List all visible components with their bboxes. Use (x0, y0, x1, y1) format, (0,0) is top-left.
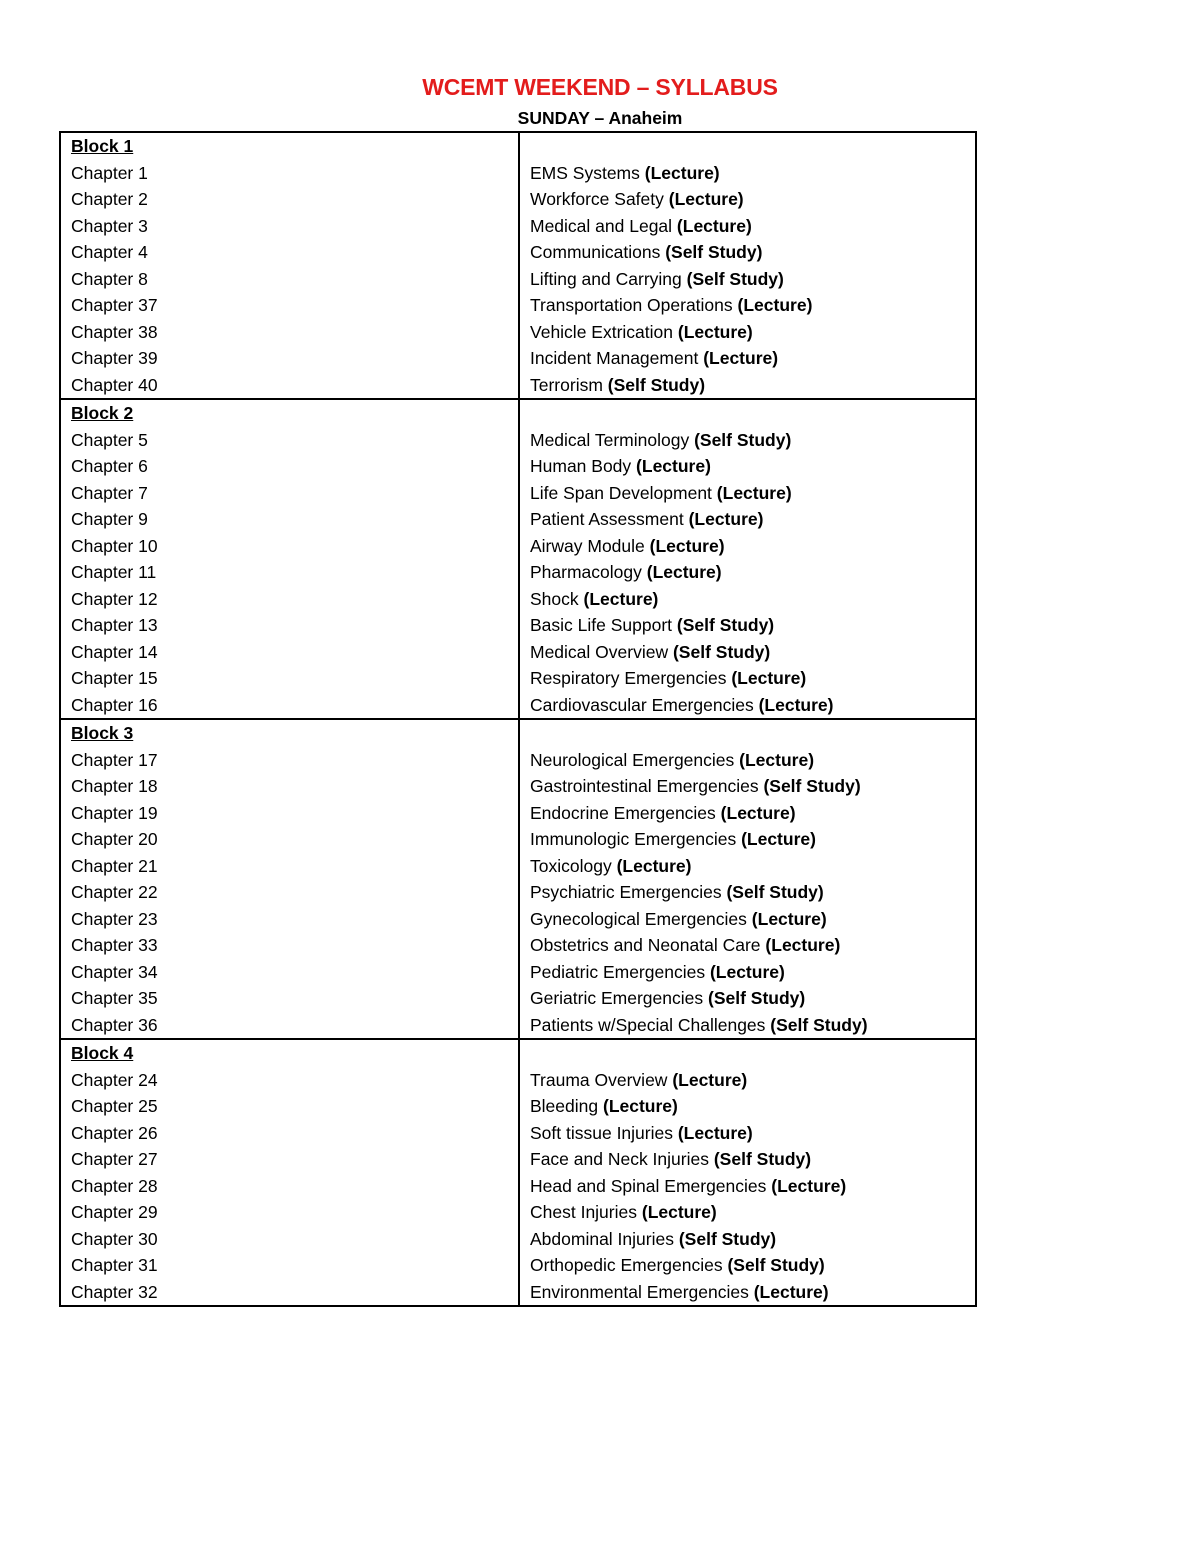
topic-name: Trauma Overview (530, 1069, 668, 1090)
session-type: (Lecture) (753, 1281, 829, 1302)
topic-name: Medical Terminology (530, 429, 690, 450)
chapter-topic (530, 1199, 975, 1226)
chapter-number: Chapter 13 (71, 615, 158, 635)
session-type: (Lecture) (603, 1096, 678, 1116)
block-header-spacer (530, 720, 975, 747)
topic-name: Neurological Emergencies (530, 749, 735, 770)
session-type: (Lecture) (716, 482, 792, 503)
topic-name: EMS Systems (530, 162, 640, 183)
session-type: (Lecture) (646, 562, 722, 582)
chapter-topic (530, 665, 975, 692)
topic-column (520, 720, 975, 1038)
topic-name: Human Body (530, 456, 632, 476)
session-type: (Lecture) (765, 935, 841, 955)
topic-name: Medical Overview (530, 641, 669, 662)
chapter-number: Chapter 34 (71, 961, 158, 982)
topic-name: Environmental Emergencies (530, 1281, 749, 1302)
page-subtitle: SUNDAY – Anaheim (517, 108, 683, 128)
topic-name: Medical and Legal (530, 215, 673, 236)
chapter-topic (530, 506, 975, 533)
chapter-topic (530, 747, 975, 774)
session-type: (Lecture) (720, 802, 796, 823)
chapter-number: Chapter 24 (71, 1069, 158, 1090)
chapter-topic (530, 1093, 975, 1120)
chapter-topic (530, 1279, 975, 1306)
chapter-number: Chapter 20 (71, 829, 158, 849)
chapter-topic (530, 612, 975, 639)
topic-name: Gastrointestinal Emergencies (530, 776, 759, 796)
chapter-topic (530, 1067, 975, 1094)
session-type: (Self Study) (672, 641, 771, 662)
chapter-topic (530, 773, 975, 800)
chapter-number: Chapter 38 (71, 321, 158, 342)
chapter-topic (530, 879, 975, 906)
topic-name: Endocrine Emergencies (530, 802, 716, 823)
chapter-number: Chapter 16 (71, 694, 158, 715)
session-type: (Self Study) (726, 882, 824, 902)
chapter-column (61, 133, 520, 398)
chapter-topic (530, 533, 975, 560)
chapter-topic (530, 586, 975, 613)
topic-name: Gynecological Emergencies (530, 908, 747, 929)
session-type: (Lecture) (688, 509, 764, 529)
chapter-topic (530, 1012, 975, 1039)
chapter-topic (530, 239, 975, 266)
session-type: (Lecture) (672, 1069, 748, 1090)
topic-name: Lifting and Carrying (530, 268, 682, 289)
chapter-number: Chapter 10 (71, 535, 158, 556)
session-type: (Lecture) (751, 908, 827, 929)
chapter-number: Chapter 40 (71, 374, 158, 395)
chapter-number: Chapter 17 (71, 749, 158, 770)
session-type: (Lecture) (583, 588, 659, 609)
chapter-topic (530, 559, 975, 586)
session-type: (Lecture) (641, 1202, 717, 1222)
syllabus-block (61, 398, 975, 718)
chapter-number: Chapter 23 (71, 908, 158, 929)
chapter-number: Chapter 14 (71, 641, 158, 662)
chapter-topic (530, 985, 975, 1012)
chapter-number: Chapter 36 (71, 1014, 158, 1035)
chapter-topic (530, 932, 975, 959)
chapter-number: Chapter 5 (71, 429, 148, 450)
topic-name: Cardiovascular Emergencies (530, 694, 754, 715)
chapter-topic (530, 213, 975, 240)
chapter-number: Chapter 25 (71, 1096, 158, 1116)
chapter-number: Chapter 31 (71, 1255, 158, 1275)
chapter-topic (530, 266, 975, 293)
syllabus-block (61, 1038, 975, 1305)
chapter-column (61, 720, 520, 1038)
block-label: Block 4 (71, 1043, 134, 1063)
chapter-number: Chapter 35 (71, 988, 158, 1008)
topic-name: Bleeding (530, 1096, 599, 1116)
topic-name: Communications (530, 242, 661, 262)
topic-name: Geriatric Emergencies (530, 988, 704, 1008)
topic-column (520, 1040, 975, 1305)
session-type: (Self Study) (686, 268, 784, 289)
topic-column (520, 133, 975, 398)
block-header-spacer (530, 1040, 975, 1067)
session-type: (Self Study) (770, 1014, 868, 1035)
chapter-topic (530, 319, 975, 346)
session-type: (Lecture) (758, 694, 834, 715)
chapter-number: Chapter 28 (71, 1175, 158, 1196)
chapter-number: Chapter 27 (71, 1149, 158, 1169)
topic-column (520, 400, 975, 718)
chapter-topic (530, 1226, 975, 1253)
session-type: (Self Study) (676, 615, 775, 635)
topic-name: Chest Injuries (530, 1202, 637, 1222)
chapter-topic (530, 345, 975, 372)
session-type: (Lecture) (616, 855, 692, 876)
session-type: (Self Study) (713, 1149, 812, 1169)
topic-name: Incident Management (530, 348, 699, 368)
session-type: (Self Study) (694, 429, 792, 450)
topic-name: Transportation Operations (530, 295, 733, 315)
page-title: WCEMT WEEKEND – SYLLABUS (422, 74, 778, 100)
chapter-number: Chapter 33 (71, 935, 158, 955)
chapter-number: Chapter 1 (71, 162, 148, 183)
session-type: (Self Study) (708, 988, 806, 1008)
topic-name: Toxicology (530, 855, 612, 876)
session-type: (Lecture) (649, 535, 725, 556)
chapter-column (61, 1040, 520, 1305)
topic-name: Pediatric Emergencies (530, 961, 706, 982)
chapter-topic (530, 1120, 975, 1147)
chapter-number: Chapter 18 (71, 776, 158, 796)
session-type: (Lecture) (709, 961, 785, 982)
topic-name: Abdominal Injuries (530, 1228, 674, 1249)
session-type: (Lecture) (739, 749, 815, 770)
session-type: (Lecture) (703, 348, 779, 368)
session-type: (Lecture) (677, 1122, 753, 1143)
topic-name: Patients w/Special Challenges (530, 1014, 766, 1035)
chapter-topic (530, 427, 975, 454)
chapter-topic (530, 292, 975, 319)
chapter-topic (530, 959, 975, 986)
chapter-topic (530, 480, 975, 507)
topic-name: Respiratory Emergencies (530, 668, 727, 688)
session-type: (Lecture) (644, 162, 720, 183)
chapter-number: Chapter 37 (71, 295, 158, 315)
chapter-number: Chapter 22 (71, 882, 158, 902)
topic-name: Head and Spinal Emergencies (530, 1175, 767, 1196)
topic-name: Terrorism (530, 374, 603, 395)
session-type: (Self Study) (665, 242, 763, 262)
chapter-number: Chapter 2 (71, 189, 148, 209)
chapter-number: Chapter 4 (71, 242, 148, 262)
chapter-column (61, 400, 520, 718)
chapter-number: Chapter 39 (71, 348, 158, 368)
topic-name: Workforce Safety (530, 189, 664, 209)
block-label: Block 1 (71, 136, 134, 156)
topic-name: Psychiatric Emergencies (530, 882, 722, 902)
block-header-spacer (530, 400, 975, 427)
chapter-topic (530, 639, 975, 666)
chapter-number: Chapter 3 (71, 215, 148, 236)
session-type: (Self Study) (727, 1255, 825, 1275)
session-type: (Lecture) (731, 668, 807, 688)
chapter-topic (530, 1146, 975, 1173)
topic-name: Immunologic Emergencies (530, 829, 737, 849)
chapter-number: Chapter 9 (71, 509, 148, 529)
topic-name: Patient Assessment (530, 509, 684, 529)
session-type: (Lecture) (771, 1175, 847, 1196)
syllabus-table (59, 131, 977, 1307)
session-type: (Self Study) (607, 374, 706, 395)
topic-name: Obstetrics and Neonatal Care (530, 935, 761, 955)
chapter-topic (530, 853, 975, 880)
chapter-number: Chapter 21 (71, 855, 158, 876)
block-label: Block 3 (71, 723, 134, 743)
block-header-spacer (530, 133, 975, 160)
chapter-topic (530, 372, 975, 399)
chapter-number: Chapter 6 (71, 456, 148, 476)
session-type: (Lecture) (737, 295, 813, 315)
chapter-number: Chapter 12 (71, 588, 158, 609)
session-type: (Self Study) (678, 1228, 777, 1249)
topic-name: Shock (530, 588, 579, 609)
chapter-topic (530, 906, 975, 933)
topic-name: Orthopedic Emergencies (530, 1255, 723, 1275)
topic-name: Airway Module (530, 535, 645, 556)
topic-name: Pharmacology (530, 562, 642, 582)
syllabus-block (61, 133, 975, 398)
chapter-number: Chapter 11 (71, 562, 157, 582)
session-type: (Lecture) (676, 215, 752, 236)
topic-name: Vehicle Extrication (530, 321, 673, 342)
chapter-number: Chapter 26 (71, 1122, 158, 1143)
session-type: (Lecture) (741, 829, 816, 849)
chapter-topic (530, 692, 975, 719)
session-type: (Lecture) (677, 321, 753, 342)
session-type: (Lecture) (636, 456, 711, 476)
topic-name: Basic Life Support (530, 615, 673, 635)
chapter-topic (530, 1173, 975, 1200)
chapter-topic (530, 160, 975, 187)
chapter-number: Chapter 29 (71, 1202, 158, 1222)
topic-name: Soft tissue Injuries (530, 1122, 673, 1143)
block-label: Block 2 (71, 403, 134, 423)
chapter-topic (530, 826, 975, 853)
topic-name: Life Span Development (530, 482, 712, 503)
chapter-number: Chapter 32 (71, 1281, 158, 1302)
chapter-number: Chapter 15 (71, 668, 158, 688)
chapter-topic (530, 800, 975, 827)
session-type: (Self Study) (763, 776, 861, 796)
chapter-topic (530, 1252, 975, 1279)
session-type: (Lecture) (668, 189, 744, 209)
syllabus-block (61, 718, 975, 1038)
chapter-number: Chapter 30 (71, 1228, 158, 1249)
chapter-number: Chapter 7 (71, 482, 148, 503)
topic-name: Face and Neck Injuries (530, 1149, 709, 1169)
chapter-number: Chapter 8 (71, 268, 148, 289)
chapter-topic (530, 453, 975, 480)
chapter-number: Chapter 19 (71, 802, 158, 823)
chapter-topic (530, 186, 975, 213)
